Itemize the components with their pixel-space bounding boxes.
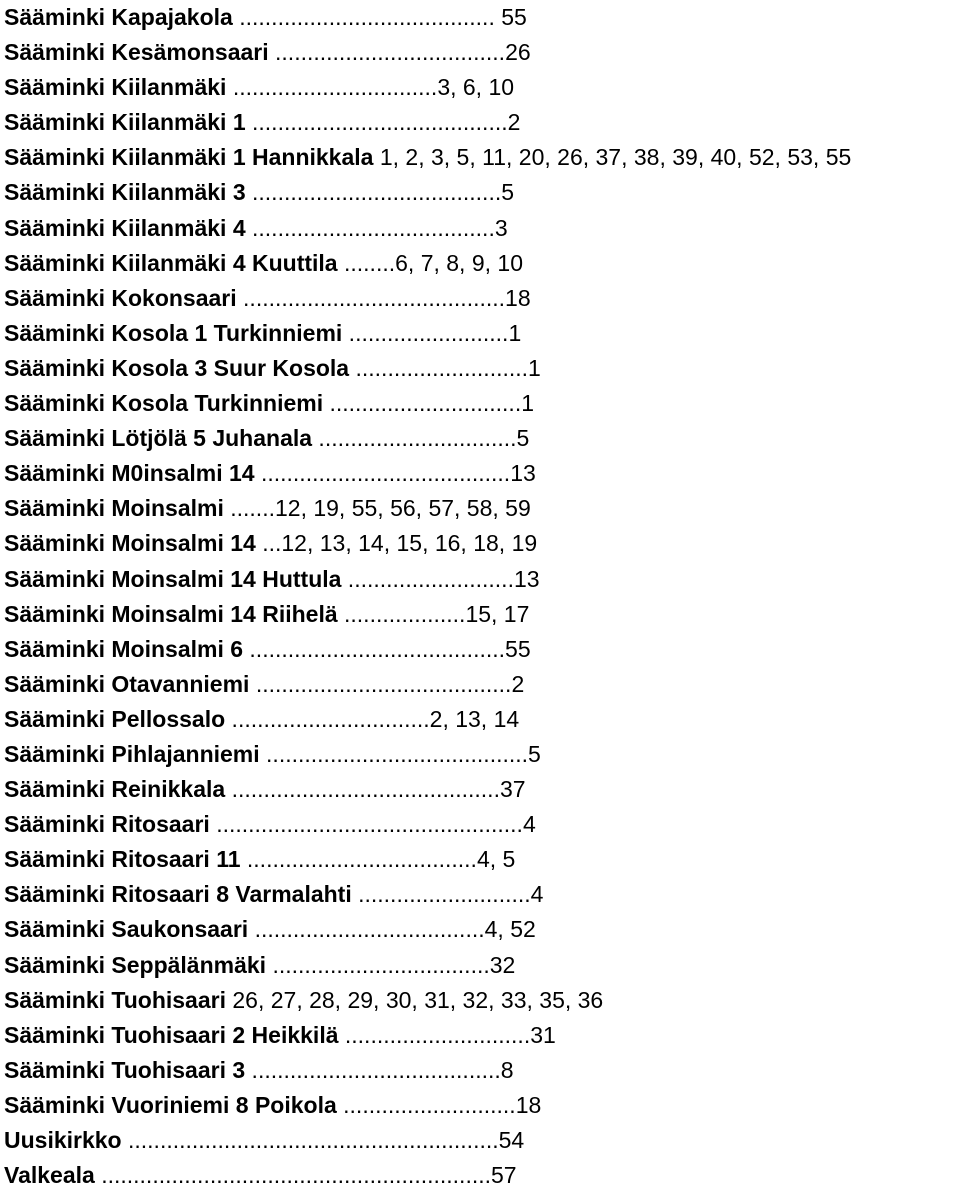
index-entry [4, 877, 954, 912]
entry-dot-leader: ........................... [349, 354, 529, 381]
entry-page-numbers: 2, 13, 14 [429, 705, 520, 732]
entry-place-name: Sääminki Kapajakola [4, 4, 233, 30]
index-entry [4, 737, 954, 772]
entry-place-name: Sääminki Seppälänmäki [4, 951, 267, 978]
entry-page-numbers: 2 [507, 109, 521, 136]
entry-dot-leader: ............................. [338, 1021, 531, 1048]
entry-dot-leader: ....................................... [245, 1056, 501, 1083]
entry-page-numbers: 2 [511, 670, 525, 697]
entry-place-name: Sääminki Moinsalmi 14 Riihelä [4, 600, 338, 627]
index-entry [4, 1018, 954, 1053]
entry-page-numbers: 4 [530, 881, 544, 908]
entry-page-numbers: 5 [528, 740, 541, 767]
entry-dot-leader: .................................... [240, 846, 477, 873]
entry-dot-leader: ........................... [351, 881, 531, 908]
entry-page-numbers: 55 [505, 635, 531, 662]
entry-place-name: Sääminki Reinikkala [4, 776, 226, 803]
entry-dot-leader: ......................................... [236, 284, 506, 311]
entry-page-numbers: 1 [508, 319, 522, 346]
entry-page-numbers: 6, 7, 8, 9, 10 [395, 249, 523, 276]
entry-dot-leader: ................... [337, 600, 466, 627]
entry-page-numbers: 3 [494, 214, 508, 241]
index-entry [4, 983, 954, 1018]
entry-place-name: Sääminki Moinsalmi 6 [4, 635, 244, 662]
index-entry [4, 807, 954, 842]
index-entry [4, 456, 954, 491]
entry-place-name: Valkeala [4, 1162, 95, 1189]
index-entry [4, 70, 954, 105]
place-index [4, 0, 954, 1193]
entry-dot-leader: ............................... [312, 425, 517, 452]
entry-dot-leader: ........................................ [232, 4, 502, 30]
index-entry [4, 948, 954, 983]
index-entry [4, 211, 954, 246]
entry-page-numbers: 57 [491, 1162, 517, 1189]
entry-page-numbers: 26 [505, 39, 531, 66]
entry-dot-leader: ............................................................. [94, 1162, 492, 1189]
entry-place-name: Sääminki Moinsalmi 14 Huttula [4, 565, 342, 592]
entry-place-name: Sääminki Kiilanmäki 1 Hannikkala [4, 144, 374, 171]
entry-page-numbers: 4, 52 [484, 916, 536, 943]
entry-place-name: Sääminki Kesämonsaari [4, 39, 269, 66]
entry-page-numbers: 18 [505, 284, 531, 311]
entry-place-name: Sääminki Lötjölä 5 Juhanala [4, 425, 313, 452]
entry-page-numbers: 12, 19, 55, 56, 57, 58, 59 [274, 495, 531, 522]
index-entry [4, 667, 954, 702]
index-entry [4, 281, 954, 316]
entry-place-name: Sääminki Kokonsaari [4, 284, 237, 311]
index-entry [4, 0, 954, 35]
entry-place-name: Sääminki Pellossalo [4, 705, 226, 732]
entry-place-name: Sääminki Ritosaari [4, 811, 210, 838]
index-entry [4, 1088, 954, 1123]
index-entry [4, 105, 954, 140]
index-entry [4, 912, 954, 947]
entry-dot-leader: ................................ [226, 74, 438, 101]
entry-place-name: Sääminki Kiilanmäki 1 [4, 109, 246, 136]
entry-page-numbers: 54 [498, 1127, 525, 1153]
entry-place-name: Sääminki Tuohisaari [4, 986, 226, 1013]
index-entry [4, 562, 954, 597]
entry-page-numbers: 31 [530, 1021, 556, 1048]
entry-place-name: Sääminki Kiilanmäki [4, 74, 227, 101]
entry-dot-leader: ........................................ [243, 635, 506, 662]
index-entry [4, 1053, 954, 1088]
index-entry [4, 491, 954, 526]
entry-place-name: Sääminki Vuoriniemi 8 Poikola [4, 1091, 337, 1118]
entry-page-numbers: 4 [522, 811, 536, 838]
entry-dot-leader: ....................................... [245, 179, 502, 206]
index-entry [4, 351, 954, 386]
entry-page-numbers: 13 [513, 565, 540, 592]
index-entry [4, 316, 954, 351]
entry-page-numbers: 12, 13, 14, 15, 16, 18, 19 [281, 530, 538, 557]
entry-page-numbers: 18 [515, 1091, 542, 1118]
index-entry [4, 140, 954, 175]
entry-page-numbers: 1 [528, 354, 541, 381]
entry-dot-leader: .................................... [268, 39, 506, 66]
index-entry [4, 632, 954, 667]
entry-page-numbers: 5 [501, 179, 515, 206]
entry-dot-leader: ... [255, 530, 282, 557]
entry-dot-leader: .......................... [341, 565, 514, 592]
entry-page-numbers: 15, 17 [465, 600, 530, 627]
index-entry [4, 421, 954, 456]
index-entry [4, 246, 954, 281]
entry-page-numbers: 55 [501, 4, 527, 30]
entry-dot-leader: .......................................................... [121, 1127, 499, 1153]
entry-dot-leader: ....... [223, 495, 275, 522]
entry-dot-leader: ......................................... [259, 740, 529, 767]
entry-page-numbers: 13 [510, 460, 536, 487]
entry-dot-leader: .......................................... [225, 776, 500, 803]
index-entry [4, 1158, 954, 1193]
entry-dot-leader: ........................................ [245, 109, 508, 136]
entry-place-name: Sääminki Pihlajanniemi [4, 740, 260, 767]
entry-dot-leader: ........................... [336, 1091, 516, 1118]
entry-dot-leader: ............................... [225, 705, 430, 732]
entry-dot-leader: ...................................... [245, 214, 495, 241]
entry-page-numbers: 8 [500, 1056, 514, 1083]
entry-page-numbers: 3, 6, 10 [437, 74, 515, 101]
entry-place-name: Sääminki Tuohisaari 3 [4, 1056, 246, 1083]
entry-dot-leader: ........ [337, 249, 396, 276]
entry-dot-leader: ....................................... [254, 460, 511, 487]
entry-dot-leader: ........................................ [249, 670, 512, 697]
index-entry [4, 597, 954, 632]
entry-place-name: Sääminki Kosola 1 Turkinniemi [4, 319, 343, 346]
entry-dot-leader: ......................... [342, 319, 509, 346]
index-entry [4, 842, 954, 877]
index-entry [4, 35, 954, 70]
entry-place-name: Sääminki Ritosaari 11 [4, 846, 241, 873]
entry-place-name: Sääminki Kiilanmäki 3 [4, 179, 246, 206]
entry-dot-leader: .............................. [323, 390, 522, 417]
index-entry [4, 772, 954, 807]
entry-place-name: Sääminki Saukonsaari [4, 916, 249, 943]
entry-dot-leader: ................................................ [209, 811, 523, 838]
entry-page-numbers: 32 [489, 951, 516, 978]
entry-page-numbers: 4, 5 [476, 846, 516, 873]
entry-page-numbers: 5 [516, 425, 530, 452]
index-entry [4, 175, 954, 210]
entry-place-name: Sääminki Kosola Turkinniemi [4, 390, 324, 417]
entry-page-numbers: 26, 27, 28, 29, 30, 31, 32, 33, 35, 36 [232, 986, 604, 1013]
entry-place-name: Sääminki Tuohisaari 2 Heikkilä [4, 1021, 339, 1048]
entry-page-numbers: 1 [521, 390, 535, 417]
entry-place-name: Sääminki Otavanniemi [4, 670, 250, 697]
entry-place-name: Sääminki Kiilanmäki 4 Kuuttila [4, 249, 338, 276]
entry-place-name: Sääminki Kosola 3 Suur Kosola [4, 354, 350, 381]
entry-page-numbers: 37 [499, 776, 526, 803]
entry-dot-leader: .................................. [266, 951, 490, 978]
index-entry [4, 1123, 954, 1158]
index-entry [4, 702, 954, 737]
entry-page-numbers: 1, 2, 3, 5, 11, 20, 26, 37, 38, 39, 40, 52, 53, 55 [379, 144, 852, 171]
index-entry [4, 386, 954, 421]
entry-place-name: Sääminki M0insalmi 14 [4, 460, 255, 487]
entry-place-name: Uusikirkko [4, 1127, 122, 1153]
entry-dot-leader: .................................... [248, 916, 485, 943]
entry-place-name: Sääminki Ritosaari 8 Varmalahti [4, 881, 352, 908]
entry-place-name: Sääminki Moinsalmi 14 [4, 530, 256, 557]
entry-place-name: Sääminki Kiilanmäki 4 [4, 214, 246, 241]
entry-place-name: Sääminki Moinsalmi [4, 495, 224, 522]
index-entry [4, 526, 954, 561]
